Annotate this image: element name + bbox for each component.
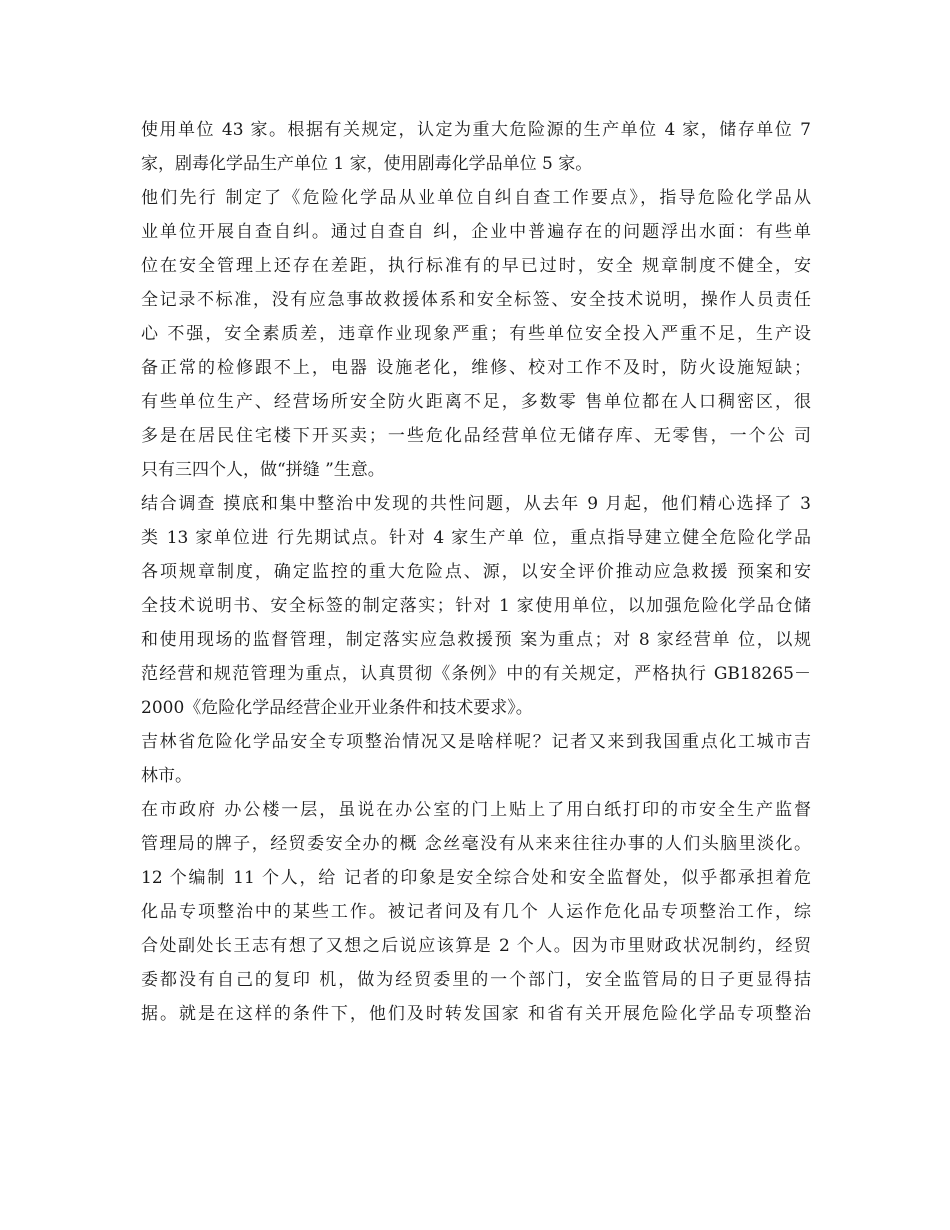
text-line: 业单位开展自查自纠。通过自查自 纠，企业中普遍存在的问题浮出水面：有些单 — [141, 222, 811, 242]
text-line: 使用单位 43 家。根据有关规定，认定为重大危险源的生产单位 4 家，储存单位 7 — [141, 120, 811, 140]
text-line: 化品专项整治中的某些工作。被记者问及有几个 人运作危化品专项整治工作，综 — [141, 902, 811, 922]
text-line: 据。就是在这样的条件下，他们及时转发国家 和省有关开展危险化学品专项整治 — [141, 1004, 811, 1024]
text-line: 吉林省危险化学品安全专项整治情况又是啥样呢？记者又来到我国重点化工城市吉 — [141, 732, 811, 752]
text-line: 位在安全管理上还存在差距，执行标准有的早已过时，安全 规章制度不健全，安 — [141, 256, 811, 276]
text-line: 在市政府 办公楼一层，虽说在办公室的门上贴上了用白纸打印的市安全生产监督 — [141, 800, 811, 820]
document-body — [141, 113, 811, 1031]
text-line: 12 个编制 11 个人，给 记者的印象是安全综合处和安全监督处，似乎都承担着危 — [141, 868, 811, 888]
text-line: 管理局的牌子，经贸委安全办的概 念丝毫没有从来来往往办事的人们头脑里淡化。 — [141, 834, 811, 854]
text-line: 委都没有自己的复印 机，做为经贸委里的一个部门，安全监管局的日子更显得拮 — [141, 970, 811, 990]
text-line: 全记录不标准，没有应急事故救援体系和安全标签、安全技术说明，操作人员责任 — [141, 290, 811, 310]
text-line: 范经营和规范管理为重点，认真贯彻《条例》中的有关规定，严格执行 GB18265－ — [141, 664, 811, 684]
text-line: 和使用现场的监督管理，制定落实应急救援预 案为重点；对 8 家经营单 位，以规 — [141, 630, 811, 650]
text-line: 结合调查 摸底和集中整治中发现的共性问题，从去年 9 月起，他们精心选择了 3 — [141, 494, 811, 514]
text-line: 林市。 — [141, 766, 192, 786]
text-line: 各项规章制度，确定监控的重大危险点、源，以安全评价推动应急救援 预案和安 — [141, 562, 811, 582]
text-line: 类 13 家单位进 行先期试点。针对 4 家生产单 位，重点指导建立健全危险化学品 — [141, 528, 811, 548]
text-line: 有些单位生产、经营场所安全防火距离不足，多数零 售单位都在人口稠密区，很 — [141, 392, 811, 412]
text-line: 备正常的检修跟不上，电器 设施老化，维修、校对工作不及时，防火设施短缺； — [141, 358, 811, 378]
text-line: 合处副处长王志有想了又想之后说应该算是 2 个人。因为市里财政状况制约，经贸 — [141, 936, 811, 956]
text-line: 全技术说明书、安全标签的制定落实；针对 1 家使用单位，以加强危险化学品仓储 — [141, 596, 811, 616]
text-line: 只有三四个人，做“拼缝 ”生意。 — [141, 460, 385, 480]
text-line: 他们先行 制定了《危险化学品从业单位自纠自查工作要点》，指导危险化学品从 — [141, 188, 811, 208]
text-line: 家，剧毒化学品生产单位 1 家，使用剧毒化学品单位 5 家。 — [141, 154, 593, 174]
text-line: 2000《危险化学品经营企业开业条件和技术要求》。 — [141, 698, 533, 718]
text-line: 心 不强，安全素质差，违章作业现象严重；有些单位安全投入严重不足，生产设 — [141, 324, 811, 344]
text-line: 多是在居民住宅楼下开买卖；一些危化品经营单位无储存库、无零售，一个公 司 — [141, 426, 811, 446]
